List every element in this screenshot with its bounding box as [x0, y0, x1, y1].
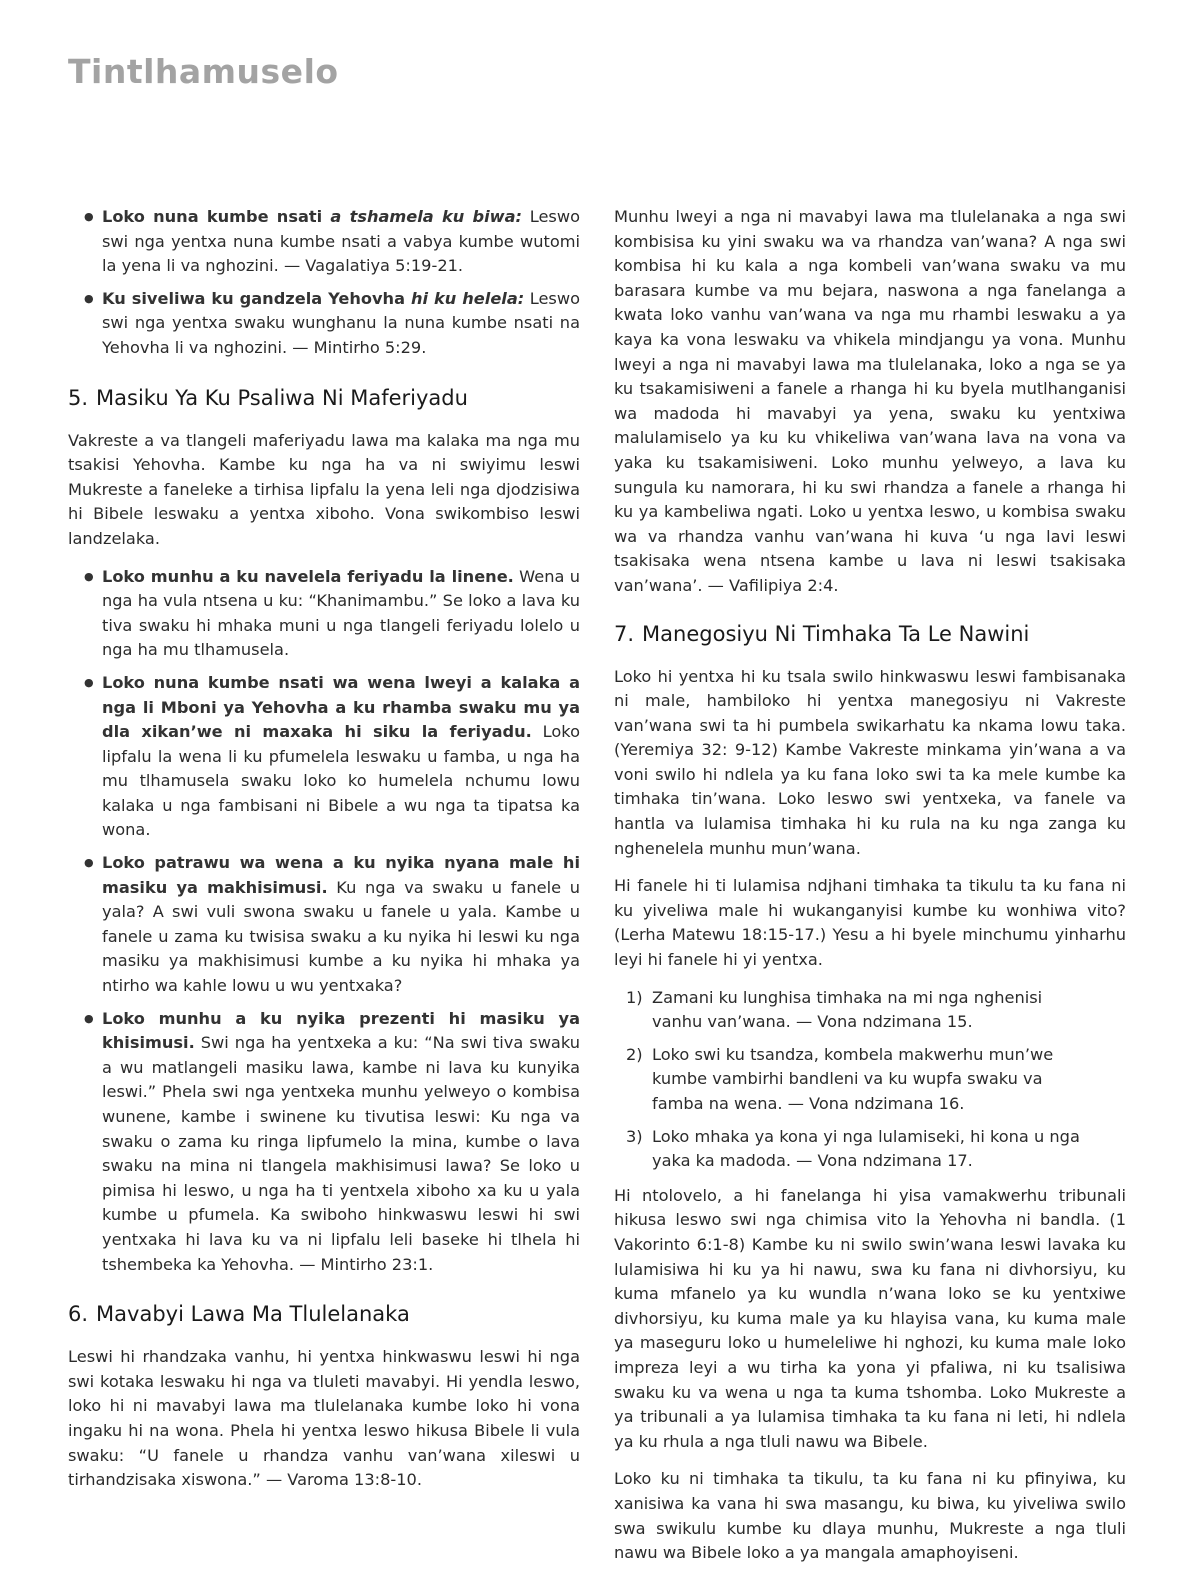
list-marker: 1) — [626, 987, 643, 1007]
bullet-lead: Loko patrawu wa wena a ku nyika nyana male hi masiku ya makhisimusi. — [102, 853, 580, 897]
bullet-list — [68, 565, 580, 1278]
list-item — [68, 565, 580, 663]
list-marker: 3) — [626, 1126, 643, 1146]
list-item-text: Loko swi ku tsandza, kombela makwerhu mun’we kumbe vambirhi bandleni va ku wupfa swaku va famba na wena. — Vona ndzimana 16. — [652, 1044, 1054, 1113]
bullet-text: Wena u nga ha vula ntsena u ku: “Khanimambu.” Se loko a lava ku tiva swaku hi mhaka muni u nga tlangeli feriyadu lolelo u nga ha mu tlhamusela. — [102, 566, 580, 660]
paragraph: Munhu lweyi a nga ni mavabyi lawa ma tlulelanaka a nga swi kombisisa ku yini swaku wa va rhandza van’wana? A nga swi kombisa hi ku kala a nga kombeli van’wana swaku va mu barasara kumbe va mu bejara, naswona a nga fanelanga a kwata loko vanhu van’wana va nga mu rhambi leswaku a ya kaya ka vona leswaku va vhikela mindjangu ya vona. Munhu lweyi a nga ni mavabyi lawa ma tlulelanaka, loko a nga se ya ku tsakamisiweni a fanele a rhanga hi ku byela mutlhanganisi wa madoda hi mavabyi ya yena, swaku ku yentxiwa malulamiselo ya ku ku vhikeliwa van’wana lava na vona va yaka ku tsakamisiweni. Loko munhu yelweyo, a lava ku sungula ku namorara, hi ku swi rhandza a fanele a rhanga hi ku ya kambeliwa ngati. Loko u yentxa leswo, u kombisa swaku wa va rhandza vanhu van’wana hi kuva ‘u nga lavi leswi tsakisaka wena ntsena kambe u lava ni leswi tsakisaka van’wana’. — Vafilipiya 2:4. — [614, 207, 1126, 595]
bullet-list-top — [68, 205, 580, 361]
paragraph: Vakreste a va tlangeli maferiyadu lawa ma kalaka ma nga mu tsakisi Yehovha. Kambe ku nga ha va ni swiyimu leswi Mukreste a faneleke a tirhisa lipfalu la yena leli nga djodzisiwa hi Bibele leswaku a yentxa xiboho. Vona swikombiso leswi landzelaka. — [68, 430, 580, 548]
paragraph: Hi fanele hi ti lulamisa ndjhani timhaka ta tikulu ta ku fana ni ku yiveliwa male hi wukanganyisi kumbe ku wonhiwa vito? (Lerha Matewu 18:15-17.) Yesu a hi byele minchumu yinharhu leyi hi fanele hi yi yentxa. — [614, 876, 1126, 970]
bullet-lead: Loko munhu a ku navelela feriyadu la linene. — [102, 566, 514, 586]
bullet-text: Leswo swi nga yentxa nuna kumbe nsati a vabya kumbe wutomi la yena li va nghozini. — Vagalatiya 5:19-21. — [102, 207, 580, 276]
paragraph: Loko ku ni timhaka ta tikulu, ta ku fana ni ku pfinyiwa, ku xanisiwa ka vana hi swa masangu, ku biwa, ku yiveliwa swilo swa swikulu kumbe ku dlaya munhu, Mukreste a nga tluli nawu wa Bibele loko a ya mangala amaphoyiseni. — [614, 1469, 1126, 1563]
list-item — [68, 1007, 580, 1278]
list-marker: 2) — [626, 1044, 643, 1064]
bullet-text: Loko lipfalu la wena li ku pfumelela leswaku u famba, u nga ha mu tlhamusela swaku loko ko humelela nchumu lowu kalaka u nga fambisani ni Bibele a wu nga ta tipatsa ka wona. — [102, 722, 580, 840]
left-column — [68, 205, 580, 1506]
list-item — [68, 671, 580, 843]
list-item — [68, 205, 580, 279]
paragraph: Loko hi yentxa hi ku tsala swilo hinkwaswu leswi fambisanaka ni male, hambiloko hi yentxa manegosiyu ni Vakreste van’wana swi ta hi pumbela swikarhatu ka nkama lowu taka. (Yeremiya 32: 9-12) Kambe Vakreste minkama yin’wana a va voni swilo hi ndlela ya ku fana loko swi ta ka mele kumbe ka timhaka tin’wana. Loko leswo swi yentxeka, va fanele va hantla va lulamisa timhaka hi ku rula na ku nga zanga ku nghenelela munhu mun’wana. — [614, 666, 1126, 858]
list-item — [68, 287, 580, 361]
bullet-lead: Loko nuna kumbe nsati wa wena lweyi a kalaka a nga li Mboni ya Yehovha a ku rhamba swaku mu ya dla xikan’we ni maxaka hi siku la feriyadu. — [102, 672, 580, 742]
bullet-text: Swi nga ha yentxeka a ku: “Na swi tiva swaku a wu matlangeli masiku lawa, kambe ni lava ku kunyika leswi.” Phela swi nga yentxeka munhu yelweyo o kombisa wunene, kambe i swinene ku tivutisa leswi: Ku nga va swaku o zama ku ringa lipfumelo la mina, kumbe o lava swaku na mina ni tlangela makhisimusi lawa? Se loko u pimisa hi leswo, u nga ha ti yentxela xiboho xa ku u yala kumbe u pfumela. Ka swiboho hinkwaswu leswi hi swi yentxaka hi lava ku va ni lipfalu leli baseke hi tlhela hi tshembeka ka Yehovha. — Mintirho 23:1. — [102, 1033, 580, 1274]
list-item-text: Zamani ku lunghisa timhaka na mi nga nghenisi vanhu van’wana. — Vona ndzimana 15. — [652, 987, 1043, 1032]
numbered-list — [614, 986, 1126, 1174]
paragraph: Hi ntolovelo, a hi fanelanga hi yisa vamakwerhu tribunali hikusa leswo swi nga chimisa vito la Yehovha ni bandla. (1 Vakorinto 6:1-8) Kambe ku ni swilo swin’wana leswi lavaka ku lulamisiwa hi ku ya hi nawu, swa ku fana ni divhorsiyu, ku kuma mfanelo ya ku wundla n’wana loko se ku yentxiwe divhorsiyu, ku kuma male ya ku hlayisa vana, ku kuma male ya maseguru loko u humeleliwe hi nghozi, ku kuma male loko impreza leyi a wu tirha ka yona yi pfaliwa, ni ku tsalisiwa swaku ku va wena u nga ta kuma tshomba. Loko Mukreste a ya tribunali a ya lulamisa timhaka ta ku fana ni leti, hi ndlela ya ku rhula a nga tluli nawu wa Bibele. — [614, 1185, 1126, 1451]
list-item — [614, 1043, 1126, 1117]
page-running-head: Tintlhamuselo — [68, 52, 339, 91]
bullet-lead: Loko munhu a ku nyika prezenti hi masiku ya khisimusi. — [102, 1008, 580, 1053]
bullet-text: Leswo swi nga yentxa swaku wunghanu la nuna kumbe nsati na Yehovha li va nghozini. — Mintirho 5:29. — [102, 288, 580, 357]
bullet-lead: Ku siveliwa ku gandzela Yehovha hi ku helela: — [102, 288, 525, 308]
list-item — [614, 986, 1126, 1035]
list-item — [614, 1125, 1126, 1174]
paragraph: Leswi hi rhandzaka vanhu, hi yentxa hinkwaswu leswi hi nga swi kotaka leswaku hi nga va tluleti mavabyi. Hi yendla leswo, loko hi ni mavabyi lawa ma tlulelanaka kumbe loko hi vona ingaku hi na wona. Phela hi yentxa leswo hikusa Bibele li vula swaku: “U fanele u rhandza vanhu van’wana xileswi u tirhandzisaka xiswona.” — Varoma 13:8-10. — [68, 1347, 580, 1490]
bullet-lead: Loko nuna kumbe nsati a tshamela ku biwa: — [102, 207, 522, 226]
list-item-text: Loko mhaka ya kona yi nga lulamiseki, hi kona u nga yaka ka madoda. — Vona ndzimana 17. — [652, 1126, 1080, 1171]
section-heading: 5. Masiku Ya Ku Psaliwa Ni Maferiyadu — [68, 385, 468, 410]
list-item — [68, 851, 580, 999]
section-heading: 7. Manegosiyu Ni Timhaka Ta Le Nawini — [614, 621, 1030, 646]
section-heading: 6. Mavabyi Lawa Ma Tlulelanaka — [68, 1302, 410, 1327]
bullet-text: Ku nga va swaku u fanele u yala? A swi vuli swona swaku u fanele u yala. Kambe u fanele u zama ku twisisa swaku a ku nyika hi leswi ku nga masiku ya makhisimusi kumbe a ku nyika hi mhaka ya ntirho wa kahle lowu u wu yentxaka? — [102, 877, 580, 996]
right-column — [614, 205, 1126, 1579]
